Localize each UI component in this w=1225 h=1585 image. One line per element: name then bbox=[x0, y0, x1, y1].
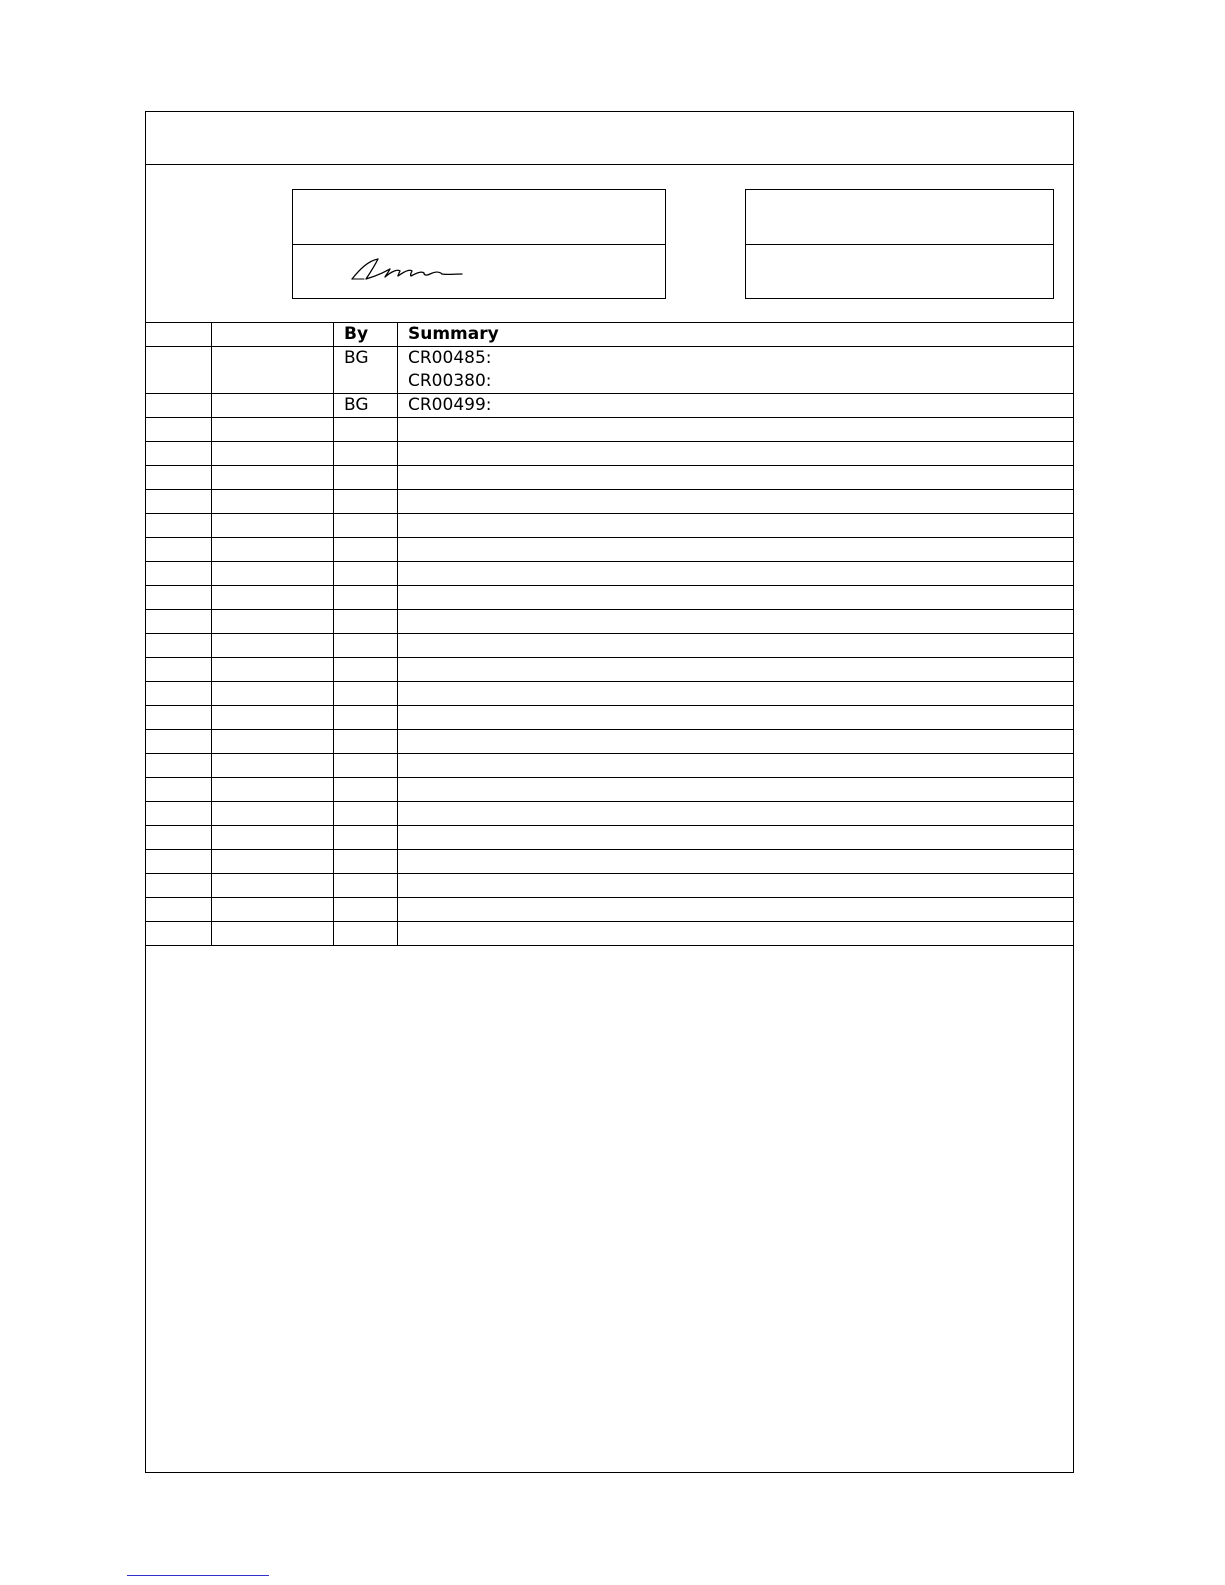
cell-summary bbox=[398, 490, 1074, 514]
cell-col1 bbox=[146, 778, 212, 802]
cell-col1 bbox=[146, 874, 212, 898]
approval-box bbox=[292, 189, 666, 299]
table-row bbox=[146, 682, 1074, 706]
cell-summary bbox=[398, 442, 1074, 466]
summary-line bbox=[408, 418, 1073, 441]
summary-line bbox=[408, 826, 1073, 849]
summary-line bbox=[408, 490, 1073, 513]
cell-col1 bbox=[146, 922, 212, 946]
cell-col2 bbox=[212, 562, 334, 586]
summary-line bbox=[408, 586, 1073, 609]
cell-by bbox=[334, 514, 398, 538]
cell-col1 bbox=[146, 610, 212, 634]
summary-line: CR00485: bbox=[408, 348, 492, 368]
table-row bbox=[146, 418, 1074, 442]
footer-link-underline[interactable] bbox=[127, 1575, 269, 1576]
cell-by bbox=[334, 610, 398, 634]
table-row bbox=[146, 826, 1074, 850]
cell-by bbox=[334, 442, 398, 466]
cell-summary bbox=[398, 850, 1074, 874]
summary-line bbox=[408, 442, 1073, 465]
cell-summary bbox=[398, 466, 1074, 490]
table-row bbox=[146, 490, 1074, 514]
cell-col1 bbox=[146, 898, 212, 922]
table-row bbox=[146, 442, 1074, 466]
summary-line bbox=[408, 754, 1073, 777]
cell-summary bbox=[398, 658, 1074, 682]
summary-line bbox=[408, 538, 1073, 561]
cell-by: BG bbox=[334, 394, 398, 418]
table-row bbox=[146, 586, 1074, 610]
cell-col1 bbox=[146, 634, 212, 658]
table-row bbox=[146, 634, 1074, 658]
summary-line bbox=[408, 898, 1073, 921]
cell-col2 bbox=[212, 490, 334, 514]
cell-summary bbox=[398, 898, 1074, 922]
cell-summary bbox=[398, 802, 1074, 826]
cell-by bbox=[334, 730, 398, 754]
cell-by bbox=[334, 922, 398, 946]
cell-col2 bbox=[212, 538, 334, 562]
cell-col2 bbox=[212, 802, 334, 826]
cell-col1 bbox=[146, 538, 212, 562]
cell-summary bbox=[398, 754, 1074, 778]
cell-col1 bbox=[146, 706, 212, 730]
table-row bbox=[146, 562, 1074, 586]
cell-by bbox=[334, 706, 398, 730]
cell-by bbox=[334, 586, 398, 610]
cell-summary bbox=[398, 562, 1074, 586]
table-row bbox=[146, 802, 1074, 826]
cell-col1 bbox=[146, 418, 212, 442]
table-row bbox=[146, 610, 1074, 634]
cell-by bbox=[334, 418, 398, 442]
cell-col2 bbox=[212, 754, 334, 778]
summary-line bbox=[408, 874, 1073, 897]
col-header-summary: Summary bbox=[398, 323, 1074, 347]
cell-summary bbox=[398, 418, 1074, 442]
cell-col2 bbox=[212, 514, 334, 538]
header-divider bbox=[145, 164, 1074, 165]
date-box-divider bbox=[746, 244, 1053, 245]
table-row bbox=[146, 658, 1074, 682]
cell-summary bbox=[398, 826, 1074, 850]
table-body bbox=[146, 347, 1074, 946]
summary-line bbox=[408, 514, 1073, 537]
cell-col1 bbox=[146, 826, 212, 850]
cell-by bbox=[334, 538, 398, 562]
table-row bbox=[146, 922, 1074, 946]
approval-box-divider bbox=[293, 244, 665, 245]
cell-by bbox=[334, 850, 398, 874]
cell-col2 bbox=[212, 730, 334, 754]
handwritten-signature bbox=[350, 255, 470, 285]
table-row bbox=[146, 850, 1074, 874]
summary-line bbox=[408, 730, 1073, 753]
summary-line bbox=[408, 922, 1073, 945]
cell-summary bbox=[398, 514, 1074, 538]
cell-col2 bbox=[212, 682, 334, 706]
table-row bbox=[146, 874, 1074, 898]
cell-col2 bbox=[212, 706, 334, 730]
cell-col1 bbox=[146, 658, 212, 682]
cell-col1 bbox=[146, 730, 212, 754]
cell-summary bbox=[398, 586, 1074, 610]
cell-summary bbox=[398, 682, 1074, 706]
table-row bbox=[146, 466, 1074, 490]
cell-by bbox=[334, 802, 398, 826]
table-row bbox=[146, 898, 1074, 922]
summary-line: CR00499: bbox=[408, 395, 492, 415]
revision-history-table bbox=[145, 322, 1074, 946]
table-row bbox=[146, 778, 1074, 802]
col-header-1 bbox=[146, 323, 212, 347]
cell-col2 bbox=[212, 586, 334, 610]
cell-col2 bbox=[212, 634, 334, 658]
cell-col2 bbox=[212, 610, 334, 634]
cell-col2 bbox=[212, 778, 334, 802]
summary-line bbox=[408, 634, 1073, 657]
cell-summary bbox=[398, 347, 1074, 394]
cell-col1 bbox=[146, 347, 212, 394]
cell-col1 bbox=[146, 394, 212, 418]
summary-line bbox=[408, 778, 1073, 801]
cell-summary bbox=[398, 778, 1074, 802]
table-header-row bbox=[146, 323, 1074, 347]
cell-col2 bbox=[212, 898, 334, 922]
cell-col1 bbox=[146, 850, 212, 874]
cell-col1 bbox=[146, 466, 212, 490]
summary-line bbox=[408, 706, 1073, 729]
cell-col2 bbox=[212, 874, 334, 898]
cell-summary bbox=[398, 538, 1074, 562]
table-row bbox=[146, 754, 1074, 778]
summary-line bbox=[408, 466, 1073, 489]
cell-col2 bbox=[212, 826, 334, 850]
cell-by bbox=[334, 754, 398, 778]
summary-line bbox=[408, 658, 1073, 681]
table-row bbox=[146, 538, 1074, 562]
summary-line bbox=[408, 562, 1073, 585]
cell-col2 bbox=[212, 394, 334, 418]
cell-by bbox=[334, 682, 398, 706]
cell-summary bbox=[398, 706, 1074, 730]
table-row bbox=[146, 394, 1074, 418]
cell-by bbox=[334, 778, 398, 802]
cell-col2 bbox=[212, 850, 334, 874]
col-header-2 bbox=[212, 323, 334, 347]
date-box bbox=[745, 189, 1054, 299]
cell-by bbox=[334, 826, 398, 850]
cell-col1 bbox=[146, 586, 212, 610]
summary-line bbox=[408, 802, 1073, 825]
summary-line bbox=[408, 682, 1073, 705]
cell-by bbox=[334, 490, 398, 514]
table-row bbox=[146, 706, 1074, 730]
table-row bbox=[146, 730, 1074, 754]
cell-summary bbox=[398, 634, 1074, 658]
cell-col2 bbox=[212, 466, 334, 490]
cell-col2 bbox=[212, 347, 334, 394]
summary-line bbox=[408, 610, 1073, 633]
cell-col1 bbox=[146, 562, 212, 586]
col-header-by: By bbox=[334, 323, 398, 347]
cell-col2 bbox=[212, 922, 334, 946]
cell-col1 bbox=[146, 514, 212, 538]
cell-by bbox=[334, 874, 398, 898]
cell-by: BG bbox=[334, 347, 398, 394]
cell-summary bbox=[398, 610, 1074, 634]
cell-col1 bbox=[146, 802, 212, 826]
cell-col1 bbox=[146, 682, 212, 706]
table-row bbox=[146, 514, 1074, 538]
cell-col2 bbox=[212, 418, 334, 442]
table-row bbox=[146, 347, 1074, 394]
cell-by bbox=[334, 898, 398, 922]
cell-by bbox=[334, 562, 398, 586]
cell-summary bbox=[398, 730, 1074, 754]
cell-summary bbox=[398, 874, 1074, 898]
cell-summary bbox=[398, 922, 1074, 946]
summary-line: CR00380: bbox=[408, 371, 492, 391]
cell-col2 bbox=[212, 658, 334, 682]
cell-col1 bbox=[146, 490, 212, 514]
cell-summary bbox=[398, 394, 1074, 418]
cell-by bbox=[334, 658, 398, 682]
cell-col1 bbox=[146, 754, 212, 778]
cell-by bbox=[334, 634, 398, 658]
cell-by bbox=[334, 466, 398, 490]
cell-col2 bbox=[212, 442, 334, 466]
cell-col1 bbox=[146, 442, 212, 466]
summary-line bbox=[408, 850, 1073, 873]
